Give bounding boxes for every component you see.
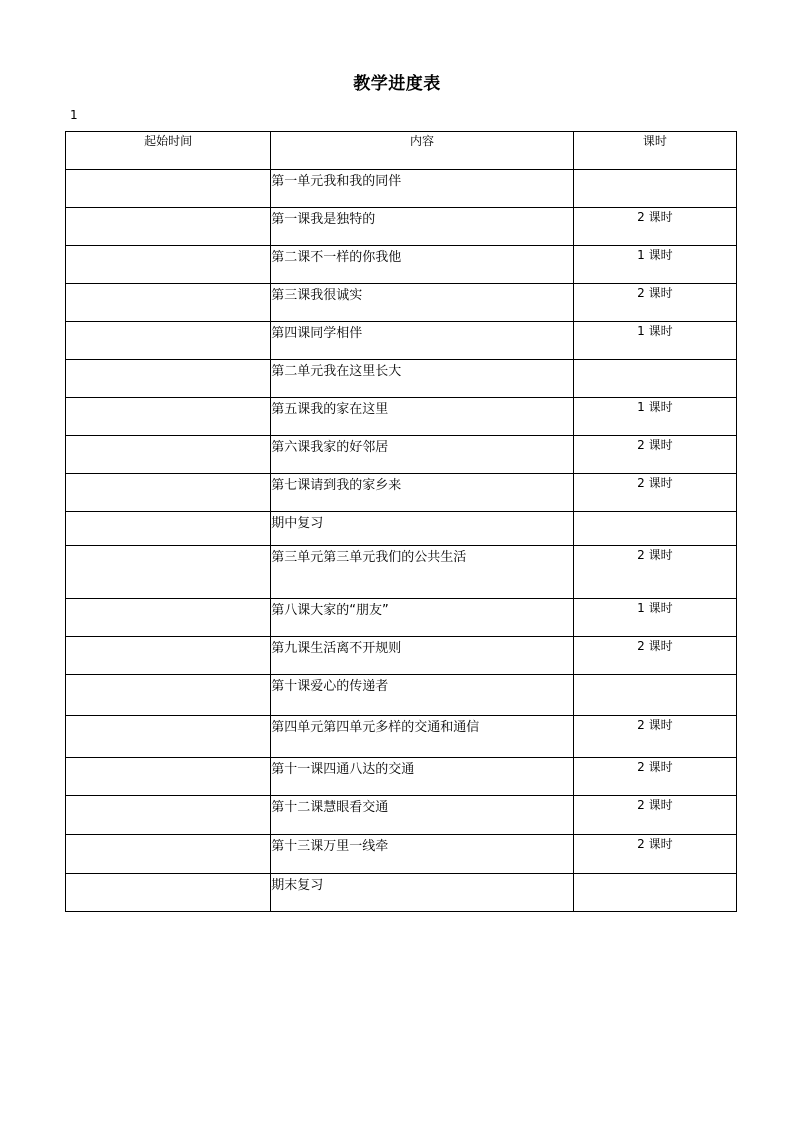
table-row [66, 758, 737, 796]
content-cell: 第八课大家的“朋友” [271, 599, 573, 637]
hours-cell [573, 170, 736, 208]
content-cell: 第五课我的家在这里 [271, 398, 573, 436]
start-time-cell [66, 835, 271, 874]
hours-cell: 2 课时 [573, 436, 736, 474]
table-row [66, 246, 737, 284]
hours-cell [573, 360, 736, 398]
start-time-cell [66, 436, 271, 474]
schedule-table [65, 131, 737, 912]
content-cell: 第十一课四通八达的交通 [271, 758, 573, 796]
table-row [66, 360, 737, 398]
start-time-cell [66, 796, 271, 835]
hours-cell: 1 课时 [573, 322, 736, 360]
start-time-cell [66, 170, 271, 208]
hours-cell: 2 课时 [573, 758, 736, 796]
start-time-cell [66, 398, 271, 436]
hours-cell [573, 512, 736, 546]
start-time-cell [66, 675, 271, 716]
hours-cell [573, 675, 736, 716]
table-row [66, 546, 737, 599]
content-cell: 第九课生活离不开规则 [271, 637, 573, 675]
hours-cell: 2 课时 [573, 716, 736, 758]
start-time-cell [66, 546, 271, 599]
start-time-cell [66, 246, 271, 284]
table-row [66, 512, 737, 546]
table-row [66, 322, 737, 360]
table-row [66, 599, 737, 637]
hours-cell: 1 课时 [573, 246, 736, 284]
page-number: 1 [70, 108, 78, 122]
header-hours: 课时 [573, 132, 736, 170]
content-cell: 第一课我是独特的 [271, 208, 573, 246]
start-time-cell [66, 322, 271, 360]
start-time-cell [66, 716, 271, 758]
header-content: 内容 [271, 132, 573, 170]
hours-cell: 2 课时 [573, 835, 736, 874]
content-cell: 期中复习 [271, 512, 573, 546]
start-time-cell [66, 512, 271, 546]
start-time-cell [66, 284, 271, 322]
table-row [66, 284, 737, 322]
start-time-cell [66, 208, 271, 246]
hours-cell: 1 课时 [573, 398, 736, 436]
start-time-cell [66, 637, 271, 675]
start-time-cell [66, 599, 271, 637]
table-row [66, 796, 737, 835]
content-cell: 第七课请到我的家乡来 [271, 474, 573, 512]
content-cell: 第十三课万里一线牵 [271, 835, 573, 874]
start-time-cell [66, 360, 271, 398]
table-row [66, 398, 737, 436]
hours-cell [573, 874, 736, 912]
start-time-cell [66, 874, 271, 912]
hours-cell: 2 课时 [573, 546, 736, 599]
page-title: 教学进度表 [353, 74, 441, 94]
content-cell: 第四课同学相伴 [271, 322, 573, 360]
hours-cell: 2 课时 [573, 637, 736, 675]
start-time-cell [66, 758, 271, 796]
content-cell: 第二单元我在这里长大 [271, 360, 573, 398]
table-row [66, 716, 737, 758]
table-header-row [66, 132, 737, 170]
hours-cell: 1 课时 [573, 599, 736, 637]
table-row [66, 170, 737, 208]
content-cell: 第三单元第三单元我们的公共生活 [271, 546, 573, 599]
start-time-cell [66, 474, 271, 512]
content-cell: 第六课我家的好邻居 [271, 436, 573, 474]
content-cell: 第十二课慧眼看交通 [271, 796, 573, 835]
content-cell: 第四单元第四单元多样的交通和通信 [271, 716, 573, 758]
hours-cell: 2 课时 [573, 796, 736, 835]
table-row [66, 675, 737, 716]
content-cell: 第十课爱心的传递者 [271, 675, 573, 716]
table-row [66, 474, 737, 512]
hours-cell: 2 课时 [573, 474, 736, 512]
hours-cell: 2 课时 [573, 284, 736, 322]
hours-cell: 2 课时 [573, 208, 736, 246]
table-body [66, 170, 737, 912]
content-cell: 期末复习 [271, 874, 573, 912]
content-cell: 第一单元我和我的同伴 [271, 170, 573, 208]
table-row [66, 208, 737, 246]
table-row [66, 436, 737, 474]
content-cell: 第三课我很诚实 [271, 284, 573, 322]
content-cell: 第二课不一样的你我他 [271, 246, 573, 284]
table-row [66, 874, 737, 912]
header-start-time: 起始时间 [66, 132, 271, 170]
table-row [66, 637, 737, 675]
table-row [66, 835, 737, 874]
